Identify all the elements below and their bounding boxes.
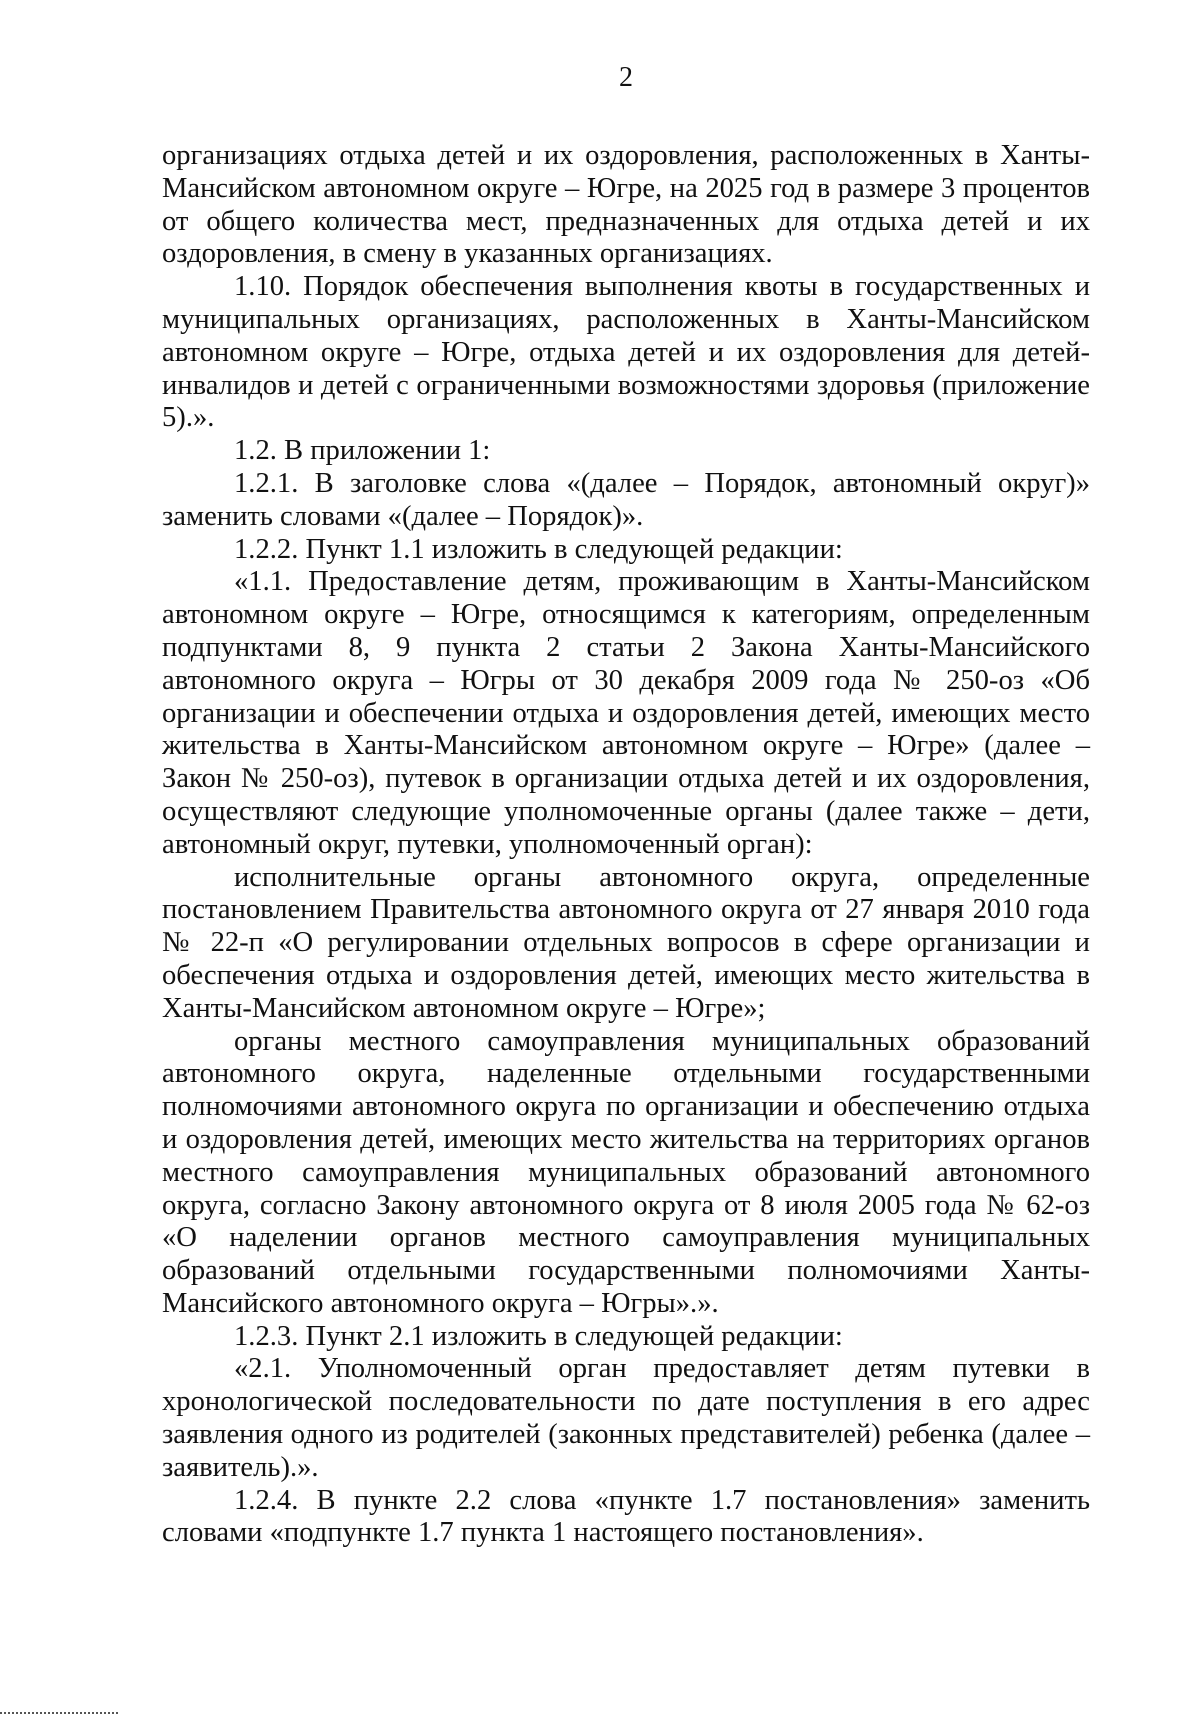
- paragraph-1-2: 1.2. В приложении 1:: [234, 435, 491, 467]
- paragraph-local-government-bodies: органы местного самоуправления муниципальных образований автономного округа, наделенные отдельными государственными полномочиями автономного округа по организации и обеспечению отдыха и оздоровления детей, имеющих место жительства на территориях органов местного самоуправления муниципальных образований автономного округа, согласно Закону автономного округа от 8 июля 2005 года № 62-оз «О наделении органов местного самоуправления муниципальных образований отдельными государственными полномочиями Ханты-Мансийского автономного округа – Югры».».: [162, 1025, 1090, 1319]
- paragraph-1-2-3: 1.2.3. Пункт 2.1 изложить в следующей редакции:: [234, 1320, 843, 1352]
- paragraph-1-2-4: 1.2.4. В пункте 2.2 слова «пункте 1.7 постановления» заменить словами «подпункте 1.7 пункта 1 настоящего постановления».: [162, 1484, 1090, 1549]
- paragraph-executive-bodies: исполнительные органы автономного округа, определенные постановлением Правительства автономного округа от 27 января 2010 года № 22-п «О регулировании отдельных вопросов в сфере организации и обеспечения отдыха и оздоровления детей, имеющих место жительства в Ханты-Мансийском автономном округе – Югре»;: [162, 861, 1090, 1024]
- scan-edge-rule: [0, 1712, 118, 1714]
- page-number: 2: [619, 62, 633, 93]
- document-body: [162, 140, 1090, 1550]
- paragraph-quoted-2-1: «2.1. Уполномоченный орган предоставляет детям путевки в хронологической последовательности по дате поступления в его адрес заявления одного из родителей (законных представителей) ребенка (далее – заявитель).».: [162, 1353, 1090, 1483]
- paragraph-1-10: 1.10. Порядок обеспечения выполнения квоты в государственных и муниципальных организациях, расположенных в Ханты-Мансийском автономном округе – Югре, отдыха детей и их оздоровления для детей-инвалидов и детей с ограниченными возможностями здоровья (приложение 5).».: [162, 271, 1090, 434]
- paragraph-1-2-2: 1.2.2. Пункт 1.1 изложить в следующей редакции:: [234, 533, 843, 565]
- paragraph-continuation: организациях отдыха детей и их оздоровления, расположенных в Ханты-Мансийском автономном округе – Югре, на 2025 год в размере 3 процентов от общего количества мест, предназначенных для отдыха детей и их оздоровления, в смену в указанных организациях.: [162, 140, 1090, 270]
- paragraph-1-2-1: 1.2.1. В заголовке слова «(далее – Порядок, автономный округ)» заменить словами «(далее – Порядок)».: [162, 467, 1090, 532]
- paragraph-quoted-1-1: «1.1. Предоставление детям, проживающим в Ханты-Мансийском автономном округе – Югре, относящимся к категориям, определенным подпунктами 8, 9 пункта 2 статьи 2 Закона Ханты-Мансийского автономного округа – Югры от 30 декабря 2009 года № 250-оз «Об организации и обеспечении отдыха и оздоровления детей, имеющих место жительства в Ханты-Мансийском автономном округе – Югре» (далее – Закон № 250-оз), путевок в организации отдыха детей и их оздоровления, осуществляют следующие уполномоченные органы (далее также – дети, автономный округ, путевки, уполномоченный орган):: [162, 566, 1090, 860]
